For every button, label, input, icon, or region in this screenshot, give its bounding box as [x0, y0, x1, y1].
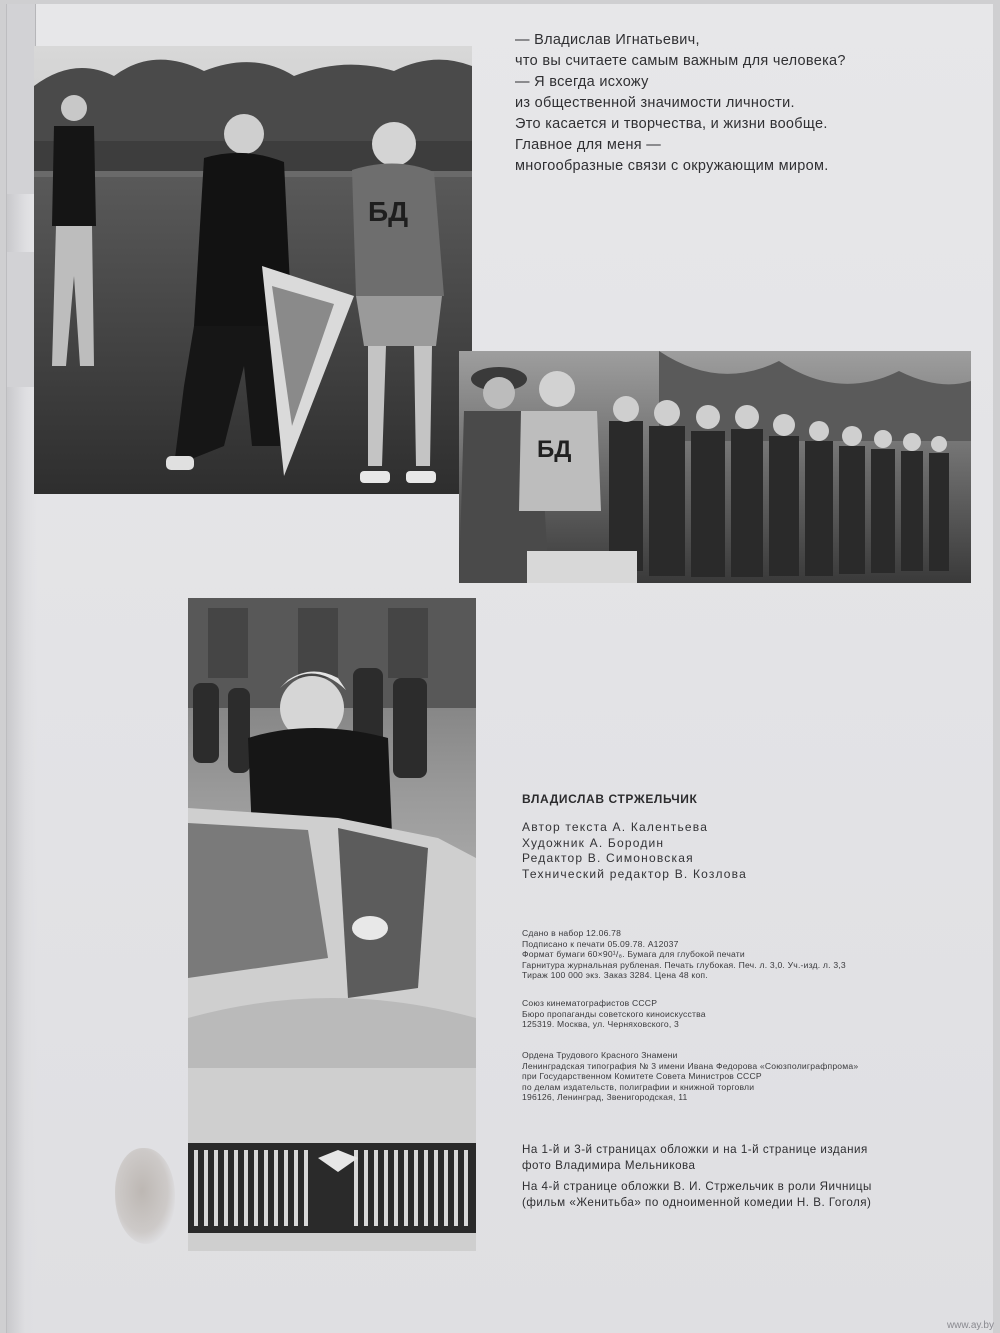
printer-info — [522, 1050, 858, 1103]
quote-line: многообразные связи с окружающим миром. — [515, 158, 829, 174]
quote-line: Это касается и творчества, и жизни вообще. — [515, 116, 828, 132]
photo-football-jog — [34, 46, 472, 494]
credit-line: Технический редактор В. Козлова — [522, 866, 747, 881]
credits-list — [522, 820, 747, 882]
quote-line: — Я всегда исхожу — [515, 74, 649, 90]
publisher-line: 125319. Москва, ул. Черняховского, 3 — [522, 1019, 680, 1030]
credit-line: Художник А. Бородин — [522, 835, 665, 850]
publisher-line: Союз кинематографистов СССР — [522, 998, 658, 1008]
photo-car-portrait — [188, 598, 476, 1251]
credit-line: Автор текста А. Калентьева — [522, 820, 709, 834]
publisher-info — [522, 998, 706, 1030]
printer-line: Ордена Трудового Красного Знамени — [522, 1050, 678, 1060]
photo-credits-notes — [522, 1142, 872, 1210]
photo-note-line: На 1-й и 3-й страницах обложки и на 1-й странице издания — [522, 1143, 868, 1156]
quote-line: что вы считаете самым важным для человека? — [515, 53, 846, 69]
quote-line: Главное для меня — — [515, 137, 662, 153]
print-info-line: Формат бумаги 60×90¹/₈. Бумага для глубокой печати — [522, 949, 745, 960]
quote-line: из общественной значимости личности. — [515, 95, 795, 111]
printer-line: Ленинградская типография № 3 имени Ивана Федорова «Союзполиграфпрома» — [522, 1060, 859, 1071]
page-fold-shadow — [7, 4, 37, 1333]
print-info-line: Сдано в набор 12.06.78 — [522, 928, 622, 938]
photo-note-line: (фильм «Женитьба» по одноименной комедии Н. В. Гоголя) — [522, 1195, 872, 1209]
printer-line: 196126, Ленинград, Звенигородская, 11 — [522, 1092, 688, 1103]
paper-stain — [115, 1148, 175, 1244]
print-info-line: Тираж 100 000 экз. Заказ 3284. Цена 48 коп. — [522, 970, 708, 981]
publisher-line: Бюро пропаганды советского киноискусства — [522, 1008, 706, 1019]
print-info — [522, 928, 846, 981]
jersey-letters: БД — [537, 436, 572, 463]
spine-strip — [7, 4, 36, 194]
interview-quote — [515, 30, 935, 177]
photo-note-line: На 4-й странице обложки В. И. Стржельчик в роли Яичницы — [522, 1180, 872, 1193]
printer-line: при Государственном Комитете Совета Министров СССР — [522, 1071, 762, 1082]
jersey-letters: БД — [368, 196, 409, 227]
print-info-line: Подписано к печати 05.09.78. А12037 — [522, 938, 679, 949]
printer-line: по делам издательств, полиграфии и книжной торговли — [522, 1081, 755, 1092]
print-info-line: Гарнитура журнальная рубленая. Печать глубокая. Печ. л. 3,0. Уч.-изд. л. 3,3 — [522, 959, 846, 970]
photo-note-line: фото Владимира Мельникова — [522, 1158, 696, 1172]
quote-line: — Владислав Игнатьевич, — [515, 32, 700, 48]
credit-line: Редактор В. Симоновская — [522, 851, 694, 865]
site-watermark: www.ay.by — [946, 1320, 994, 1331]
spine-strip — [7, 252, 36, 387]
publication-title: ВЛАДИСЛАВ СТРЖЕЛЬЧИК — [522, 792, 698, 806]
photo-team-line — [459, 351, 971, 583]
